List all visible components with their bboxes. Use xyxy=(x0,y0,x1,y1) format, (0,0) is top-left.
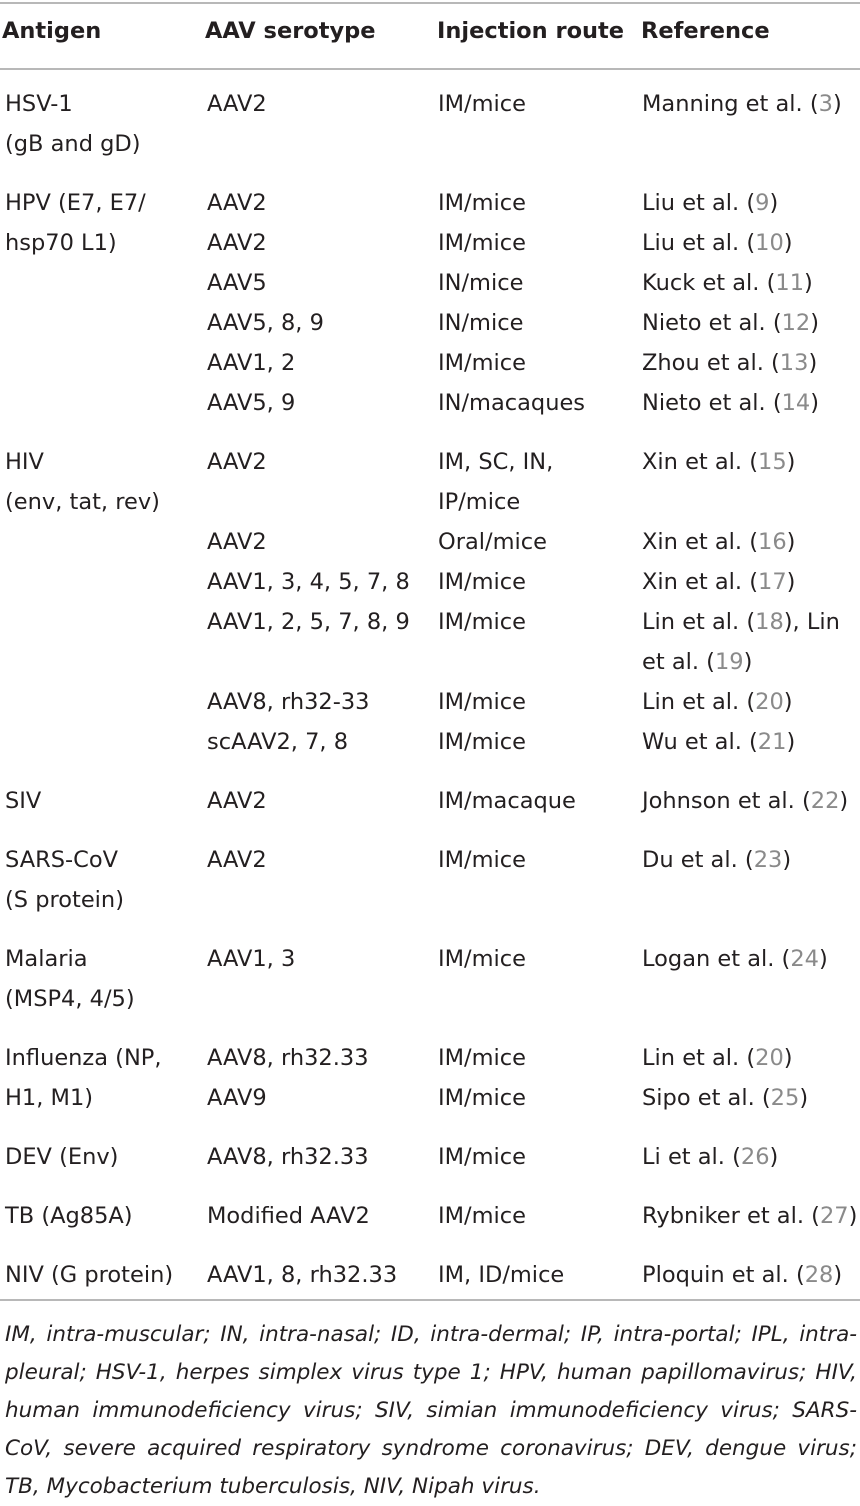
route-cell xyxy=(438,1196,526,1236)
reference-number-link[interactable]: 26 xyxy=(740,1144,770,1170)
antigen-line: DEV (Env) xyxy=(5,1144,119,1170)
reference-line xyxy=(642,522,795,562)
antigen-line: hsp70 L1) xyxy=(5,230,117,256)
reference-number-link[interactable]: 27 xyxy=(819,1203,849,1229)
header-injection-route: Injection route xyxy=(437,18,625,44)
reference-cell xyxy=(642,562,795,602)
reference-text: ) xyxy=(783,230,793,256)
antigen-cell xyxy=(5,1255,173,1295)
serotype-cell: AAV5 xyxy=(207,270,267,296)
reference-number-link[interactable]: 14 xyxy=(781,390,811,416)
antigen-cell xyxy=(5,840,124,920)
reference-line xyxy=(642,722,795,762)
header-bottom-rule xyxy=(0,68,860,70)
serotype-cell: AAV1, 2 xyxy=(207,350,296,376)
serotype-cell: AAV2 xyxy=(207,230,267,256)
antigen-cell xyxy=(5,939,135,1019)
antigen-cell xyxy=(5,1196,133,1236)
reference-cell xyxy=(642,1255,842,1295)
route-cell xyxy=(438,183,526,223)
reference-line xyxy=(642,840,791,880)
route-line: IM/mice xyxy=(438,91,527,117)
reference-number-link[interactable]: 16 xyxy=(758,529,787,555)
route-line: IM/mice xyxy=(438,1144,527,1170)
reference-text: ) xyxy=(783,689,793,715)
route-line: IM/mice xyxy=(438,350,527,376)
reference-text: ) xyxy=(799,1085,809,1111)
reference-text: ) xyxy=(810,310,820,336)
reference-number-link[interactable]: 3 xyxy=(818,91,833,117)
serotype-cell: AAV5, 8, 9 xyxy=(207,310,324,336)
reference-line xyxy=(642,602,840,642)
reference-number-link[interactable]: 13 xyxy=(779,350,809,376)
reference-cell xyxy=(642,682,793,722)
route-line: IN/mice xyxy=(438,270,524,296)
route-cell xyxy=(438,602,526,642)
reference-text: ) xyxy=(818,946,828,972)
reference-text: ) xyxy=(808,350,818,376)
reference-cell xyxy=(642,183,778,223)
antigen-line: (S protein) xyxy=(5,887,124,913)
reference-number-link[interactable]: 15 xyxy=(758,449,787,475)
reference-text: ) xyxy=(786,529,796,555)
route-cell xyxy=(438,223,526,263)
serotype-cell: AAV2 xyxy=(207,788,267,814)
antigen-line: HSV-1 xyxy=(5,91,73,117)
reference-text: Xin et al. ( xyxy=(642,449,759,475)
antigen-line: H1, M1) xyxy=(5,1085,94,1111)
antigen-line: (MSP4, 4/5) xyxy=(5,986,135,1012)
route-line: IM, ID/mice xyxy=(438,1262,565,1288)
reference-line xyxy=(642,562,795,602)
reference-text: et al. ( xyxy=(642,649,715,675)
route-line: IN/mice xyxy=(438,310,524,336)
route-cell xyxy=(438,442,553,522)
route-line: IP/mice xyxy=(438,489,521,515)
route-cell xyxy=(438,939,526,979)
reference-cell xyxy=(642,383,819,423)
reference-text: ) xyxy=(839,788,849,814)
serotype-cell: AAV9 xyxy=(207,1085,267,1111)
reference-text: ) xyxy=(832,91,842,117)
route-line: IM/mice xyxy=(438,1085,527,1111)
reference-line xyxy=(642,1196,857,1236)
reference-text: Wu et al. ( xyxy=(642,729,758,755)
reference-line xyxy=(642,682,793,722)
route-line: IM/mice xyxy=(438,1045,527,1071)
reference-line xyxy=(642,781,848,821)
antigen-cell xyxy=(5,442,160,522)
route-cell xyxy=(438,522,547,562)
serotype-cell: AAV1, 2, 5, 7, 8, 9 xyxy=(207,609,410,635)
reference-cell xyxy=(642,343,817,383)
reference-text: Nieto et al. ( xyxy=(642,310,782,336)
reference-number-link[interactable]: 9 xyxy=(755,190,770,216)
reference-text: Lin et al. ( xyxy=(642,689,756,715)
reference-cell xyxy=(642,1078,808,1118)
reference-line xyxy=(642,263,813,303)
serotype-cell: Modified AAV2 xyxy=(207,1203,370,1229)
reference-cell xyxy=(642,840,791,880)
reference-number-link[interactable]: 20 xyxy=(755,689,784,715)
route-line: IM/mice xyxy=(438,1203,527,1229)
serotype-cell: AAV1, 8, rh32.33 xyxy=(207,1262,398,1288)
antigen-line: SARS-CoV xyxy=(5,847,118,873)
route-line: IM/mice xyxy=(438,230,527,256)
reference-text: ) xyxy=(786,449,796,475)
reference-text: ) xyxy=(782,847,792,873)
route-cell xyxy=(438,1038,526,1078)
serotype-cell: AAV2 xyxy=(207,847,267,873)
reference-text: Zhou et al. ( xyxy=(642,350,780,376)
reference-cell xyxy=(642,1196,857,1236)
antigen-line: (env, tat, rev) xyxy=(5,489,160,515)
reference-text: ) xyxy=(848,1203,858,1229)
reference-line xyxy=(642,642,840,682)
route-cell xyxy=(438,343,526,383)
reference-number-link[interactable]: 21 xyxy=(757,729,787,755)
serotype-cell: AAV2 xyxy=(207,529,267,555)
reference-text: Sipo et al. ( xyxy=(642,1085,771,1111)
route-cell xyxy=(438,1137,526,1177)
header-aav-serotype: AAV serotype xyxy=(205,18,376,44)
reference-text: ) xyxy=(783,1045,793,1071)
reference-cell xyxy=(642,781,848,821)
reference-line xyxy=(642,343,817,383)
route-line: IM/mice xyxy=(438,569,527,595)
reference-line xyxy=(642,939,828,979)
route-line: Oral/mice xyxy=(438,529,547,555)
reference-cell xyxy=(642,1038,793,1078)
reference-text: ) xyxy=(786,729,796,755)
reference-line xyxy=(642,1137,778,1177)
reference-text: ), Lin xyxy=(783,609,840,635)
route-cell xyxy=(438,722,526,762)
reference-text: ) xyxy=(743,649,753,675)
antigen-line: HIV xyxy=(5,449,44,475)
reference-text: ) xyxy=(810,390,820,416)
serotype-cell: scAAV2, 7, 8 xyxy=(207,729,349,755)
serotype-cell: AAV8, rh32.33 xyxy=(207,1144,369,1170)
route-cell xyxy=(438,840,526,880)
antigen-cell xyxy=(5,84,141,164)
route-line: IM, SC, IN, xyxy=(438,449,554,475)
reference-line xyxy=(642,1255,842,1295)
reference-line xyxy=(642,1078,808,1118)
reference-cell xyxy=(642,722,795,762)
reference-number-link[interactable]: 10 xyxy=(755,230,784,256)
route-line: IM/mice xyxy=(438,689,527,715)
antigen-line: Influenza (NP, xyxy=(5,1045,162,1071)
serotype-cell: AAV1, 3 xyxy=(207,946,296,972)
reference-text: ) xyxy=(786,569,796,595)
route-line: IM/mice xyxy=(438,847,527,873)
antigen-line: HPV (E7, E7/ xyxy=(5,190,146,216)
reference-text: ) xyxy=(833,1262,843,1288)
reference-line xyxy=(642,84,842,124)
serotype-cell: AAV2 xyxy=(207,449,267,475)
route-cell xyxy=(438,562,526,602)
route-cell xyxy=(438,682,526,722)
reference-cell xyxy=(642,84,842,124)
reference-number-link[interactable]: 28 xyxy=(804,1262,834,1288)
reference-line xyxy=(642,442,795,482)
reference-cell xyxy=(642,522,795,562)
route-cell xyxy=(438,1078,526,1118)
route-line: IM/macaque xyxy=(438,788,576,814)
table-bottom-rule xyxy=(0,1299,860,1301)
reference-text: Logan et al. ( xyxy=(642,946,791,972)
serotype-cell: AAV8, rh32.33 xyxy=(207,1045,369,1071)
serotype-cell: AAV8, rh32-33 xyxy=(207,689,370,715)
reference-cell xyxy=(642,442,795,482)
reference-text: ) xyxy=(804,270,813,296)
route-line: IN/macaques xyxy=(438,390,586,416)
reference-text: Kuck et al. ( xyxy=(642,270,776,296)
reference-text: Nieto et al. ( xyxy=(642,390,782,416)
table-footnote: IM, intra-muscular; IN, intra-nasal; ID, intra-dermal; IP, intra-portal; IPL, intra-pleural; HSV-1, herpes simplex virus type 1; HPV, human papillomavirus; HIV, human immunodeficiency virus; SIV, simian immunodeficiency virus; SARS-CoV, severe acquired respiratory syndrome coronavirus; DEV, dengue virus; TB, Mycobacterium tuberculosis, NIV, Nipah virus. xyxy=(5,1322,857,1499)
reference-cell xyxy=(642,939,828,979)
serotype-cell: AAV1, 3, 4, 5, 7, 8 xyxy=(207,569,410,595)
antigen-cell xyxy=(5,781,41,821)
antigen-cell xyxy=(5,183,146,263)
serotype-cell: AAV2 xyxy=(207,190,267,216)
reference-cell xyxy=(642,223,793,263)
reference-number-link[interactable]: 23 xyxy=(753,847,783,873)
reference-text: Johnson et al. ( xyxy=(642,788,811,814)
reference-line xyxy=(642,1038,793,1078)
reference-cell xyxy=(642,303,819,343)
antigen-line: SIV xyxy=(5,788,42,814)
route-line: IM/mice xyxy=(438,190,527,216)
route-line: IM/mice xyxy=(438,729,527,755)
reference-text: Ploquin et al. ( xyxy=(642,1262,805,1288)
route-line: IM/mice xyxy=(438,946,527,972)
route-cell xyxy=(438,263,523,303)
reference-line xyxy=(642,303,819,343)
reference-line xyxy=(642,383,819,423)
reference-cell xyxy=(642,263,813,303)
reference-number-link[interactable]: 11 xyxy=(775,270,805,296)
reference-text: ) xyxy=(769,190,779,216)
antigen-line: NIV (G protein) xyxy=(5,1262,174,1288)
antigen-cell xyxy=(5,1137,118,1177)
reference-number-link[interactable]: 18 xyxy=(755,609,784,635)
reference-text: Lin et al. ( xyxy=(642,609,756,635)
antigen-cell xyxy=(5,1038,162,1118)
route-cell xyxy=(438,303,523,343)
reference-number-link[interactable]: 24 xyxy=(790,946,819,972)
table-top-rule xyxy=(0,2,860,4)
route-line: IM/mice xyxy=(438,609,527,635)
reference-text: Manning et al. ( xyxy=(642,91,819,117)
reference-text: Li et al. ( xyxy=(642,1144,741,1170)
reference-number-link[interactable]: 22 xyxy=(810,788,840,814)
header-antigen: Antigen xyxy=(2,18,102,44)
reference-number-link[interactable]: 19 xyxy=(714,649,744,675)
reference-text: Liu et al. ( xyxy=(642,190,756,216)
serotype-cell: AAV5, 9 xyxy=(207,390,296,416)
route-cell xyxy=(438,1255,564,1295)
reference-text: Xin et al. ( xyxy=(642,569,759,595)
reference-cell xyxy=(642,602,840,682)
reference-text: Du et al. ( xyxy=(642,847,754,873)
reference-number-link[interactable]: 20 xyxy=(755,1045,784,1071)
reference-text: ) xyxy=(769,1144,779,1170)
reference-line xyxy=(642,183,778,223)
header-reference: Reference xyxy=(641,18,770,44)
reference-number-link[interactable]: 12 xyxy=(781,310,811,336)
reference-cell xyxy=(642,1137,778,1177)
antigen-line: TB (Ag85A) xyxy=(5,1203,133,1229)
reference-number-link[interactable]: 25 xyxy=(770,1085,800,1111)
serotype-cell: AAV2 xyxy=(207,91,267,117)
reference-text: Xin et al. ( xyxy=(642,529,759,555)
route-cell xyxy=(438,781,576,821)
antigen-line: (gB and gD) xyxy=(5,131,141,157)
reference-line xyxy=(642,223,793,263)
reference-text: Lin et al. ( xyxy=(642,1045,756,1071)
reference-text: Rybniker et al. ( xyxy=(642,1203,820,1229)
reference-number-link[interactable]: 17 xyxy=(758,569,787,595)
route-cell xyxy=(438,84,526,124)
antigen-line: Malaria xyxy=(5,946,88,972)
reference-text: Liu et al. ( xyxy=(642,230,756,256)
route-cell xyxy=(438,383,585,423)
